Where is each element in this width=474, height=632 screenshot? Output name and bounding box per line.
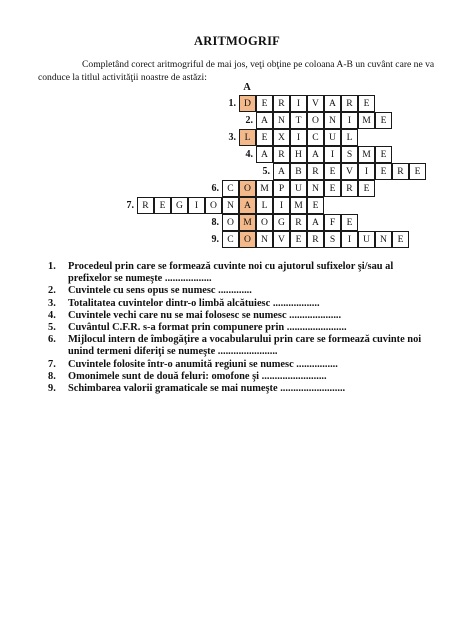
- grid-cell: E: [341, 214, 358, 231]
- grid-cell: O: [205, 197, 222, 214]
- grid-cell: E: [256, 129, 273, 146]
- clue-text: Omonimele sunt de două feluri: omofone şi .........................: [68, 370, 327, 382]
- clue-item: [44, 371, 436, 383]
- grid-cell: G: [171, 197, 188, 214]
- grid-cell: I: [290, 95, 307, 112]
- column-label-a: A: [243, 82, 251, 93]
- clue-text: Totalitatea cuvintelor dintr-o limbă alcătuiesc ..................: [68, 297, 320, 309]
- grid-cell: N: [375, 231, 392, 248]
- row-number: 2.: [245, 115, 253, 126]
- clue-item: [44, 322, 436, 334]
- grid-cell: N: [256, 231, 273, 248]
- grid-cell: C: [222, 180, 239, 197]
- grid-cell: E: [324, 180, 341, 197]
- key-column-cell: O: [239, 180, 256, 197]
- grid-cell: M: [358, 146, 375, 163]
- clue-text: Cuvintele folosite într-o anumită regiuni se numesc ................: [68, 358, 338, 370]
- key-column-cell: L: [239, 129, 256, 146]
- grid-cell: U: [358, 231, 375, 248]
- grid-cell: I: [358, 163, 375, 180]
- grid-cell: L: [256, 197, 273, 214]
- grid-cell: O: [222, 214, 239, 231]
- clue-number: 6.: [48, 334, 56, 346]
- grid-cell: R: [307, 231, 324, 248]
- grid-cell: M: [290, 197, 307, 214]
- grid-cell: E: [375, 163, 392, 180]
- grid-cell: R: [290, 214, 307, 231]
- grid-cell: E: [375, 146, 392, 163]
- grid-cell: H: [290, 146, 307, 163]
- clue-item: [44, 359, 436, 371]
- clue-list: [44, 261, 436, 395]
- grid-cell: P: [273, 180, 290, 197]
- clue-number: 8.: [48, 370, 56, 382]
- key-column-cell: M: [239, 214, 256, 231]
- grid-cell: T: [290, 112, 307, 129]
- grid-cell: U: [290, 180, 307, 197]
- clue-item: [44, 298, 436, 310]
- grid-cell: L: [341, 129, 358, 146]
- clue-item: [44, 383, 436, 395]
- grid-cell: R: [273, 146, 290, 163]
- grid-cell: X: [273, 129, 290, 146]
- clue-number: 2.: [48, 285, 56, 297]
- grid-cell: N: [273, 112, 290, 129]
- grid-cell: A: [256, 146, 273, 163]
- grid-cell: R: [137, 197, 154, 214]
- grid-cell: A: [256, 112, 273, 129]
- clue-number: 5.: [48, 322, 56, 334]
- grid-cell: M: [256, 180, 273, 197]
- grid-cell: E: [324, 163, 341, 180]
- grid-cell: B: [290, 163, 307, 180]
- instructions-text: Completând corect aritmogriful de mai jos, veţi obţine pe coloana A-B un cuvânt care ne va conduce la titlul activităţii noastre de astăzi:: [38, 59, 435, 83]
- clue-item: [44, 334, 436, 358]
- grid-cell: R: [307, 163, 324, 180]
- clue-text: Procedeul prin care se formează cuvinte noi cu ajutorul sufixelor şi/sau al prefixelor se numeşte ..................: [68, 261, 394, 285]
- grid-cell: S: [324, 231, 341, 248]
- clue-item: [44, 285, 436, 297]
- grid-cell: A: [324, 95, 341, 112]
- grid-cell: E: [154, 197, 171, 214]
- grid-cell: N: [307, 180, 324, 197]
- grid-cell: V: [307, 95, 324, 112]
- grid-cell: I: [188, 197, 205, 214]
- grid-cell: R: [392, 163, 409, 180]
- clue-number: 1.: [48, 261, 56, 272]
- clue-number: 4.: [48, 309, 56, 321]
- grid-cell: E: [290, 231, 307, 248]
- grid-cell: O: [307, 112, 324, 129]
- grid-cell: E: [409, 163, 426, 180]
- grid-cell: E: [307, 197, 324, 214]
- grid-cell: I: [324, 146, 341, 163]
- worksheet-title: ARITMOGRIF: [193, 34, 281, 48]
- grid-cell: F: [324, 214, 341, 231]
- grid-cell: R: [341, 95, 358, 112]
- grid-cell: S: [341, 146, 358, 163]
- grid-cell: O: [256, 214, 273, 231]
- row-number: 1.: [228, 98, 236, 109]
- grid-cell: M: [358, 112, 375, 129]
- clue-text: Mijlocul intern de îmbogăţire a vocabularului prin care se formează cuvinte noi unind termeni diferiţi se numeşte .......................: [68, 334, 422, 358]
- clue-number: 9.: [48, 383, 56, 395]
- clue-text: Cuvintele cu sens opus se numesc .............: [68, 285, 252, 297]
- row-number: 6.: [211, 183, 219, 194]
- grid-cell: A: [307, 214, 324, 231]
- grid-cell: C: [307, 129, 324, 146]
- grid-cell: N: [324, 112, 341, 129]
- row-number: 4.: [245, 149, 253, 160]
- grid-cell: E: [392, 231, 409, 248]
- grid-cell: I: [341, 231, 358, 248]
- clue-text: Cuvântul C.F.R. s-a format prin compunere prin .......................: [68, 322, 347, 334]
- key-column-cell: D: [239, 95, 256, 112]
- grid-cell: I: [341, 112, 358, 129]
- row-number: 7.: [126, 200, 134, 211]
- key-column-cell: O: [239, 231, 256, 248]
- grid-cell: A: [273, 163, 290, 180]
- key-column-cell: A: [239, 197, 256, 214]
- grid-cell: C: [222, 231, 239, 248]
- clue-number: 7.: [48, 358, 56, 370]
- grid-cell: G: [273, 214, 290, 231]
- grid-cell: A: [307, 146, 324, 163]
- grid-cell: I: [290, 129, 307, 146]
- clue-text: Cuvintele vechi care nu se mai folosesc se numesc ....................: [68, 309, 342, 321]
- grid-cell: V: [341, 163, 358, 180]
- grid-cell: E: [358, 180, 375, 197]
- row-number: 8.: [211, 217, 219, 228]
- grid-cell: R: [273, 95, 290, 112]
- clue-item: [44, 261, 436, 285]
- grid-cell: I: [273, 197, 290, 214]
- row-number: 3.: [228, 132, 236, 143]
- clue-number: 3.: [48, 297, 56, 309]
- row-number: 5.: [262, 166, 270, 177]
- clue-item: [44, 310, 436, 322]
- grid-cell: N: [222, 197, 239, 214]
- grid-cell: R: [341, 180, 358, 197]
- clue-text: Schimbarea valorii gramaticale se mai numeşte .........................: [68, 383, 346, 395]
- grid-cell: V: [273, 231, 290, 248]
- grid-cell: E: [375, 112, 392, 129]
- grid-cell: E: [256, 95, 273, 112]
- grid-cell: E: [358, 95, 375, 112]
- grid-cell: U: [324, 129, 341, 146]
- row-number: 9.: [211, 234, 219, 245]
